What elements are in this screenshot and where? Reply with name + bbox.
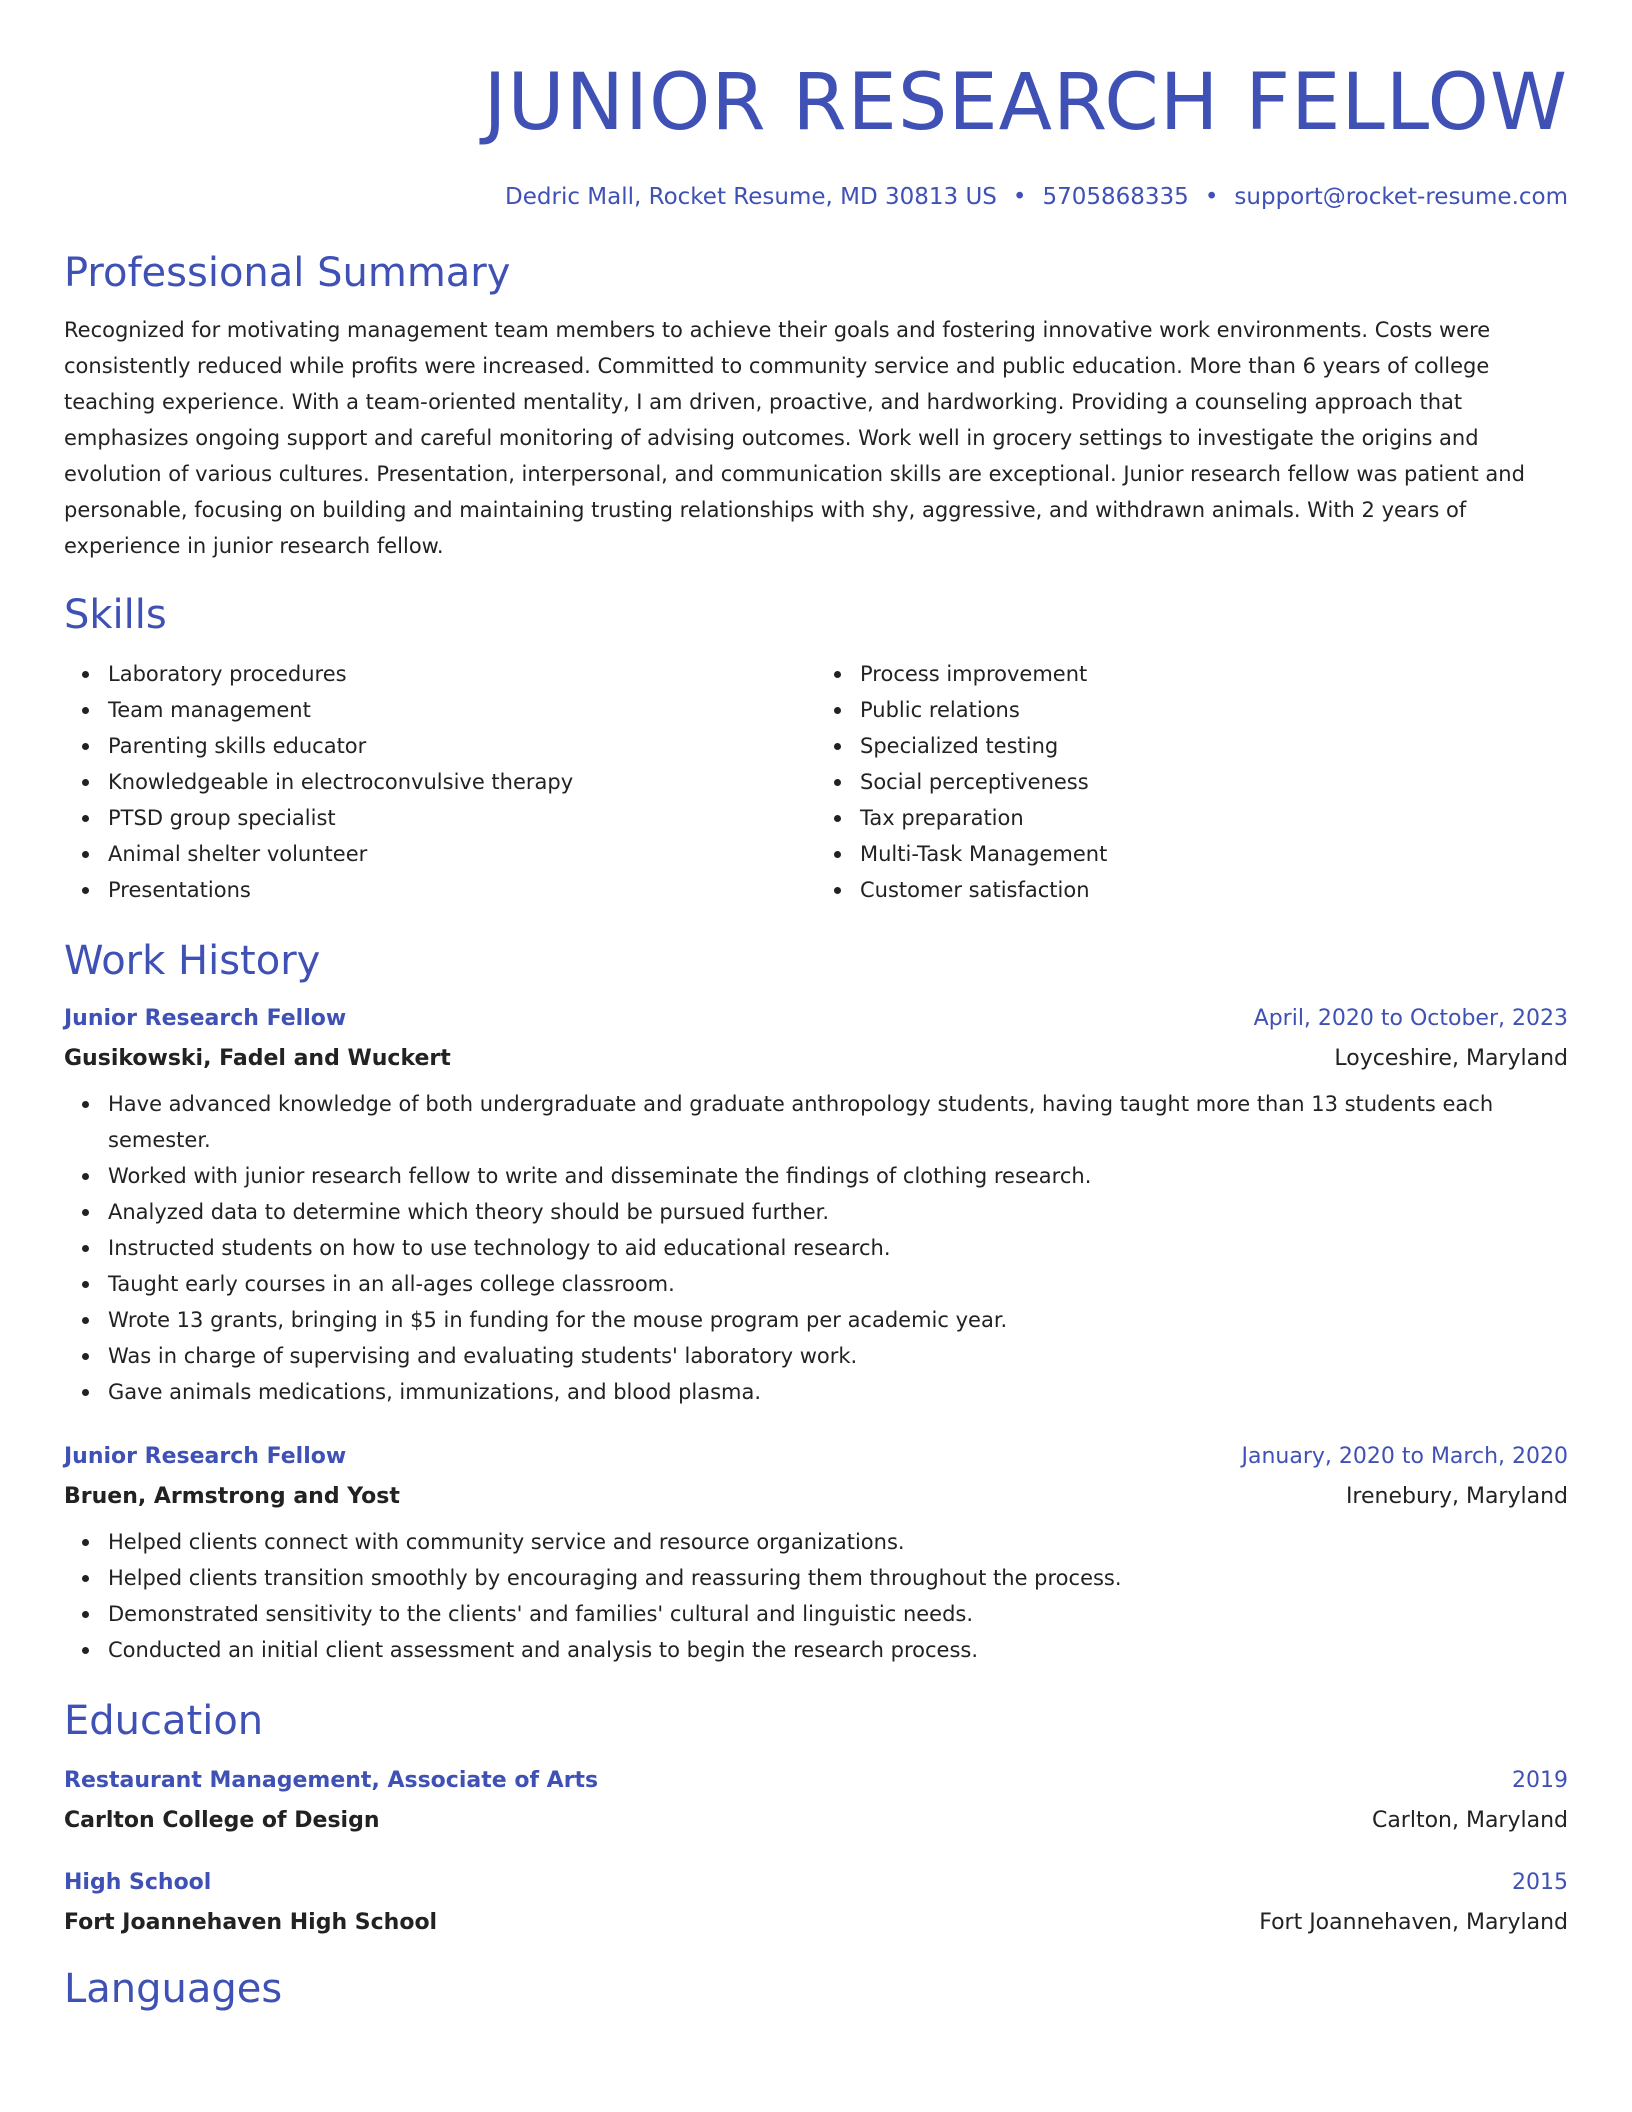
education-school-row [64, 1796, 1568, 1836]
job-bullet: Gave animals medications, immunizations, and blood plasma. [108, 1374, 1568, 1410]
job-header [64, 1442, 1568, 1472]
work-history-heading: Work History [64, 938, 321, 984]
resume-name: JUNIOR RESEARCH FELLOW [483, 58, 1568, 148]
contact-phone: 5705868335 [1042, 184, 1189, 210]
job-entry [64, 1004, 1568, 1410]
skill-item: Parenting skills educator [108, 728, 816, 764]
education-degree: High School [64, 1870, 212, 1895]
skill-item: Social perceptiveness [860, 764, 1568, 800]
job-bullet: Instructed students on how to use technology to aid educational research. [108, 1230, 1568, 1266]
education-entry [64, 1766, 1568, 1836]
education-header [64, 1868, 1568, 1898]
skill-item: Laboratory procedures [108, 656, 816, 692]
education-location: Fort Joannehaven, Maryland [1259, 1910, 1568, 1935]
contact-line [64, 182, 1568, 212]
education-school: Carlton College of Design [64, 1808, 380, 1833]
job-dates: April, 2020 to October, 2023 [1253, 1006, 1568, 1031]
education-year: 2019 [1512, 1768, 1568, 1793]
contact-separator: • [1204, 184, 1219, 210]
education-entry [64, 1868, 1568, 1938]
job-header [64, 1004, 1568, 1034]
skill-item: Tax preparation [860, 800, 1568, 836]
job-employer [64, 1472, 1568, 1512]
job-employer [64, 1034, 1568, 1074]
education-header [64, 1766, 1568, 1796]
job-bullet: Was in charge of supervising and evaluating students' laboratory work. [108, 1338, 1568, 1374]
summary-heading: Professional Summary [64, 250, 511, 296]
skill-item: Presentations [108, 872, 816, 908]
skills-list-left [64, 656, 816, 908]
job-bullets [64, 1524, 1568, 1668]
job-location: Irenebury, Maryland [1345, 1484, 1568, 1509]
job-title: Junior Research Fellow [64, 1006, 347, 1031]
job-location: Loyceshire, Maryland [1334, 1046, 1568, 1071]
job-bullet: Wrote 13 grants, bringing in $5 in funding for the mouse program per academic year. [108, 1302, 1568, 1338]
education-location: Carlton, Maryland [1371, 1808, 1568, 1833]
job-dates: January, 2020 to March, 2020 [1241, 1444, 1568, 1469]
job-bullet: Worked with junior research fellow to write and disseminate the findings of clothing research. [108, 1158, 1568, 1194]
skill-item: PTSD group specialist [108, 800, 816, 836]
education-year: 2015 [1512, 1870, 1568, 1895]
contact-separator: • [1012, 184, 1027, 210]
skill-item: Animal shelter volunteer [108, 836, 816, 872]
job-company: Gusikowski, Fadel and Wuckert [64, 1046, 451, 1071]
job-bullets [64, 1086, 1568, 1410]
skill-item: Process improvement [860, 656, 1568, 692]
job-bullet: Taught early courses in an all-ages college classroom. [108, 1266, 1568, 1302]
education-school-row [64, 1898, 1568, 1938]
job-bullet: Analyzed data to determine which theory should be pursued further. [108, 1194, 1568, 1230]
summary-text: Recognized for motivating management team members to achieve their goals and fostering innovative work environments. Costs were consistently reduced while profits were increased. Committed to community service and public education. More than 6 years of college teaching experience. With a team-oriented mentality, I am driven, proactive, and hardworking. Providing a counseling approach that emphasizes ongoing support and careful monitoring of advising outcomes. Work well in grocery settings to investigate the origins and evolution of various cultures. Presentation, interpersonal, and communication skills are exceptional. Junior research fellow was patient and personable, focusing on building and maintaining trusting relationships with shy, aggressive, and withdrawn animals. With 2 years of experience in junior research fellow. [64, 318, 1525, 558]
job-bullet: Helped clients transition smoothly by encouraging and reassuring them throughout the process. [108, 1560, 1568, 1596]
job-company: Bruen, Armstrong and Yost [64, 1484, 400, 1509]
skill-item: Knowledgeable in electroconvulsive therapy [108, 764, 816, 800]
contact-address: Dedric Mall, Rocket Resume, MD 30813 US [505, 184, 997, 210]
skills-list-right [816, 656, 1568, 908]
skill-item: Public relations [860, 692, 1568, 728]
skill-item: Team management [108, 692, 816, 728]
education-heading: Education [64, 1698, 264, 1744]
skill-item: Specialized testing [860, 728, 1568, 764]
languages-heading: Languages [64, 1966, 283, 2012]
education-school: Fort Joannehaven High School [64, 1910, 438, 1935]
job-bullet: Conducted an initial client assessment and analysis to begin the research process. [108, 1632, 1568, 1668]
job-entry [64, 1442, 1568, 1668]
contact-email: support@rocket-resume.com [1234, 184, 1568, 210]
education-degree: Restaurant Management, Associate of Arts [64, 1768, 599, 1793]
job-bullet: Helped clients connect with community service and resource organizations. [108, 1524, 1568, 1560]
job-bullet: Demonstrated sensitivity to the clients' and families' cultural and linguistic needs. [108, 1596, 1568, 1632]
job-bullet: Have advanced knowledge of both undergraduate and graduate anthropology students, having taught more than 13 students each semester. [108, 1086, 1568, 1158]
skill-item: Customer satisfaction [860, 872, 1568, 908]
skill-item: Multi-Task Management [860, 836, 1568, 872]
skills-columns [64, 656, 1568, 908]
job-title: Junior Research Fellow [64, 1444, 347, 1469]
skills-heading: Skills [64, 592, 167, 638]
